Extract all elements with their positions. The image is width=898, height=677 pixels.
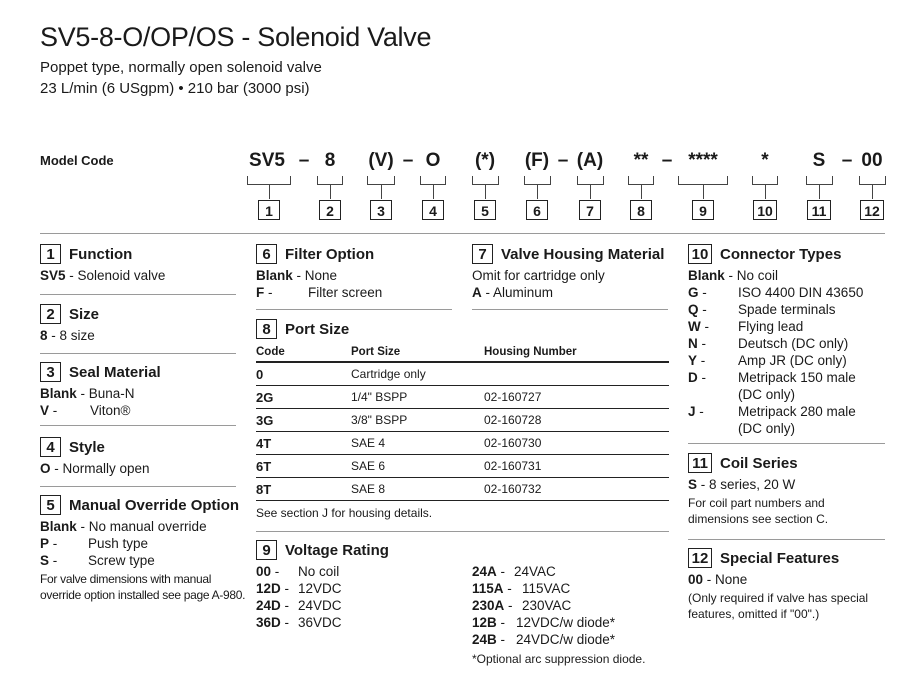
section-manual-override: 5 Manual Override Option Blank - No manual override P - Push type S - Screw type For valve dimensions with manual override option installed see page A-980. [40, 496, 246, 602]
column-header: Code [256, 346, 285, 358]
table-row: 4T SAE 4 02-160730 [256, 432, 669, 455]
column-header: Port Size [351, 346, 401, 358]
code-bracket [806, 176, 833, 185]
code-token: (F) [524, 150, 550, 171]
code-bracket [367, 176, 395, 185]
section-coil-series: 11 Coil Series S - 8 series, 20 W For coil part numbers and dimensions see section C. [688, 454, 829, 526]
code-bracket [472, 176, 499, 185]
section-title: Port Size [285, 320, 350, 338]
code-token: * [761, 150, 769, 171]
code-bracket [752, 176, 778, 185]
divider [688, 539, 885, 540]
section-function: 1 Function SV5 - Solenoid valve [40, 245, 166, 283]
code-token: – [298, 150, 310, 171]
section-filter-option: 6 Filter Option Blank - None F - Filter screen [256, 245, 383, 300]
section-title: Special Features [720, 549, 840, 567]
code-token: 8 [324, 150, 336, 171]
voltage-list-left: 00 - No coil 12D - 12VDC 24D - 24VDC 36D - 36VDC [256, 564, 342, 630]
code-position-number: 2 [319, 200, 341, 220]
port-size-table [256, 343, 669, 501]
section-title: Function [69, 245, 133, 263]
divider [40, 233, 885, 234]
section-title: Valve Housing Material [501, 245, 665, 263]
section-special-features: 12 Special Features 00 - None (Only required if valve has special features, omitted if "00".) [688, 549, 869, 621]
section-title: Filter Option [285, 245, 375, 263]
code-position-number: 11 [807, 200, 831, 220]
code-position-number: 10 [753, 200, 777, 220]
table-row: 0 Cartridge only [256, 362, 669, 386]
code-token: S [812, 150, 826, 171]
section-seal-material: 3 Seal Material Blank - Buna-N V - Viton® [40, 363, 161, 418]
table-row: 2G 1/4" BSPP 02-160727 [256, 386, 669, 409]
subtitle-ratings: 23 L/min (6 USgpm) • 210 bar (3000 psi) [40, 80, 310, 97]
code-bracket [859, 176, 886, 185]
section-title: Seal Material [69, 363, 161, 381]
section-title: Style [69, 438, 105, 456]
coil-note: For coil part numbers and [688, 496, 825, 510]
code-bracket [577, 176, 604, 185]
code-position-number: 1 [258, 200, 280, 220]
code-bracket [247, 176, 291, 185]
model-code-label: Model Code [40, 153, 114, 168]
code-token: 00 [861, 150, 883, 171]
code-position-number: 6 [526, 200, 548, 220]
section-number: 1 [40, 244, 61, 264]
section-connector-types: 10 Connector Types Blank - No coil G - ISO 4400 DIN 43650 Q - Spade terminals W - Flying lead N - Deutsch (DC only) Y - Amp JR (DC only) D - Metripack 150 male (DC only) J - Metripack 280 male (DC only) [688, 245, 864, 436]
port-note: See section J for housing details. [256, 506, 433, 520]
table-row: 3G 3/8" BSPP 02-160728 [256, 409, 669, 432]
section-size: 2 Size 8 - 8 size [40, 305, 100, 343]
special-note: features, omitted if "00".) [688, 607, 820, 621]
code-bracket [628, 176, 654, 185]
divider [40, 425, 236, 426]
divider [688, 443, 885, 444]
section-title: Size [69, 305, 100, 323]
code-token: (*) [474, 150, 496, 171]
code-position-number: 7 [579, 200, 601, 220]
divider [472, 309, 668, 310]
coil-note: dimensions see section C. [688, 512, 829, 526]
code-token: O [425, 150, 441, 171]
code-position-number: 9 [692, 200, 714, 220]
code-position-number: 3 [370, 200, 392, 220]
divider [40, 353, 236, 354]
code-bracket [317, 176, 343, 185]
code-token: – [661, 150, 673, 171]
divider [40, 486, 236, 487]
code-position-number: 12 [860, 200, 884, 220]
code-position-number: 4 [422, 200, 444, 220]
divider [256, 309, 452, 310]
page-title: SV5-8-O/OP/OS - Solenoid Valve [40, 22, 432, 52]
section-title: Voltage Rating [285, 541, 389, 559]
section-title: Connector Types [720, 245, 842, 263]
table-row: 6T SAE 6 02-160731 [256, 455, 669, 478]
override-note: For valve dimensions with manual [40, 572, 212, 586]
code-token: – [841, 150, 853, 171]
code-token: – [557, 150, 569, 171]
divider [40, 294, 236, 295]
code-position-number: 5 [474, 200, 496, 220]
table-row: 8T SAE 8 02-160732 [256, 478, 669, 501]
voltage-list-right: 24A - 24VAC 115A - 115VAC 230A - 230VAC 12B - 12VDC/w diode* 24B - 24VDC/w diode* *Optional arc suppression diode. [472, 564, 646, 666]
code-token: ** [633, 150, 649, 171]
section-title: Manual Override Option [69, 496, 240, 514]
section-valve-housing-material: 7 Valve Housing Material Omit for cartridge only A - Aluminum [472, 245, 665, 300]
code-token: (V) [368, 150, 394, 171]
section-style: 4 Style O - Normally open [40, 438, 150, 476]
code-position-number: 8 [630, 200, 652, 220]
code-token: – [402, 150, 414, 171]
section-title: Coil Series [720, 454, 798, 472]
subtitle-description: Poppet type, normally open solenoid valve [40, 59, 322, 76]
code-token: **** [688, 150, 718, 171]
code-bracket [420, 176, 446, 185]
section-voltage-rating: 9 Voltage Rating [256, 540, 669, 560]
divider [256, 531, 669, 532]
column-header: Housing Number [484, 346, 577, 358]
code-bracket [678, 176, 728, 185]
special-note: (Only required if valve has special [688, 591, 869, 605]
override-note: override option installed see page A-980. [40, 588, 246, 602]
code-bracket [524, 176, 551, 185]
code-token: (A) [576, 150, 604, 171]
code-token: SV5 [249, 150, 285, 171]
voltage-note: *Optional arc suppression diode. [472, 652, 646, 666]
section-port-size: 8 Port Size Code Port Size Housing Number 0 Cartridge only 2G 1/4" BSPP 02-160727 3G 3/8" BSPP 02-160728 4T SAE 4 02-160730 6T SAE 6 02-160731 8T SAE 8 02-160732 See section J for housing details. [256, 319, 669, 521]
